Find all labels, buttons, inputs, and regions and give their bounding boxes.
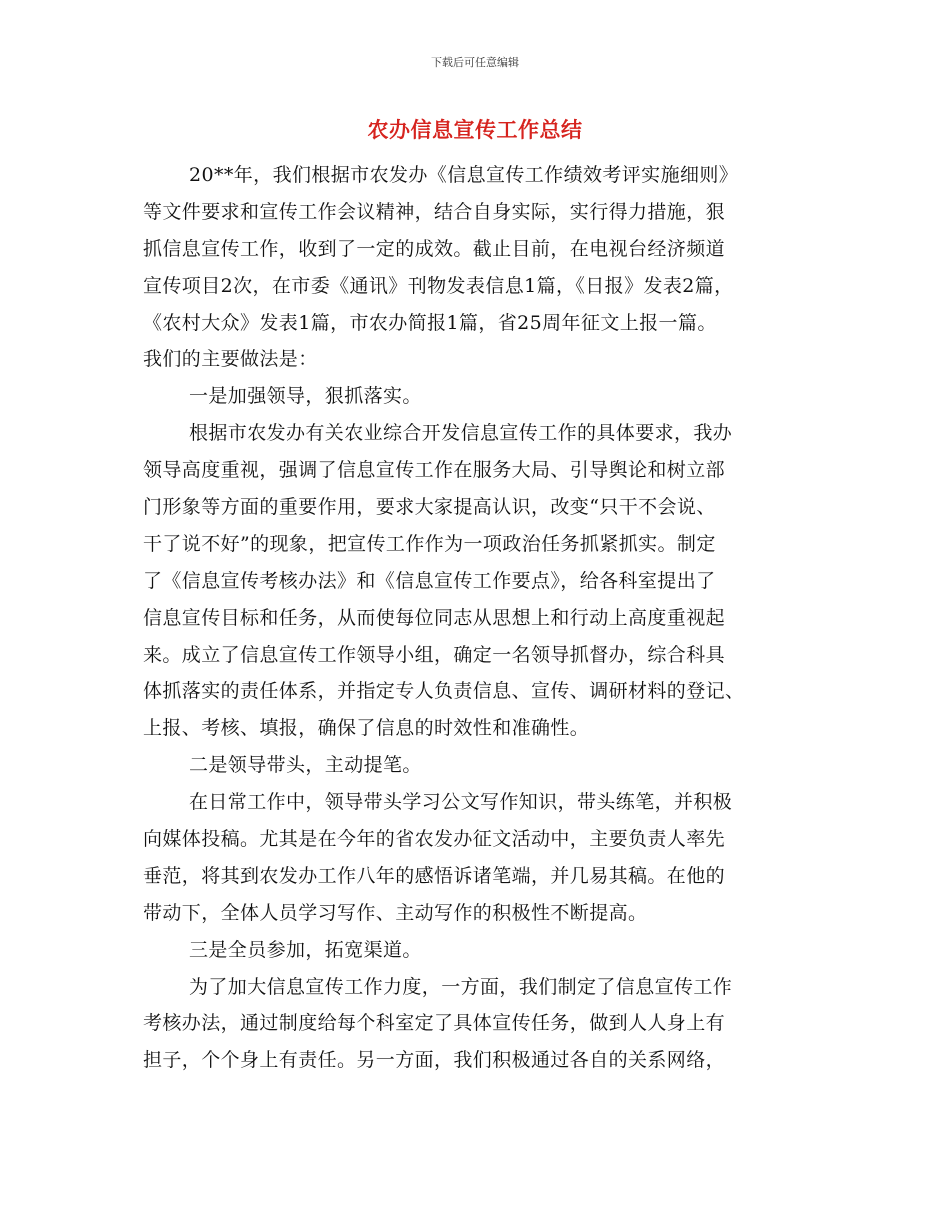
body-line: 向媒体投稿。尤其是在今年的省农发办征文活动中，主要负责人率先 xyxy=(143,828,726,851)
body-line: 体抓落实的责任体系，并指定专人负责信息、宣传、调研材料的登记、 xyxy=(143,680,745,703)
body-line: 为了加大信息宣传工作力度，一方面，我们制定了信息宣传工作 xyxy=(189,975,733,998)
body-line: 《农村大众》发表1篇，市农办简报1篇，省25周年征文上报一篇。 xyxy=(143,311,717,334)
body-line: 门形象等方面的重要作用，要求大家提高认识，改变“只干不会说、 xyxy=(143,496,716,519)
body-line: 宣传项目2次，在市委《通讯》刊物发表信息1篇，《日报》发表2篇， xyxy=(143,274,734,297)
body-line: 上报、考核、填报，确保了信息的时效性和准确性。 xyxy=(143,717,590,740)
body-line: 在日常工作中，领导带头学习公文写作知识，带头练笔，并积极 xyxy=(189,791,733,814)
body-line: 我们的主要做法是： xyxy=(143,348,318,371)
body-line: 一是加强领导，狠抓落实。 xyxy=(189,385,422,408)
body-line: 抓信息宣传工作，收到了一定的成效。截止目前，在电视台经济频道 xyxy=(143,237,726,260)
body-line: 带动下，全体人员学习写作、主动写作的积极性不断提高。 xyxy=(143,901,648,924)
body-line: 来。成立了信息宣传工作领导小组，确定一名领导抓督办，综合科具 xyxy=(143,643,726,666)
body-line: 二是领导带头，主动提笔。 xyxy=(189,754,422,777)
body-line: 三是全员参加，拓宽渠道。 xyxy=(189,938,422,961)
body-line: 根据市农发办有关农业综合开发信息宣传工作的具体要求，我办 xyxy=(189,422,733,445)
body-line: 垂范，将其到农发办工作八年的感悟诉诸笔端，并几易其稿。在他的 xyxy=(143,864,726,887)
document-body xyxy=(143,157,833,1079)
header-note: 下载后可任意编辑 xyxy=(431,56,519,69)
body-line: 考核办法，通过制度给每个科室定了具体宣传任务，做到人人身上有 xyxy=(143,1012,726,1035)
body-line: 干了说不好”的现象，把宣传工作作为一项政治任务抓紧抓实。制定 xyxy=(143,532,716,555)
body-line: 了《信息宣传考核办法》和《信息宣传工作要点》，给各科室提出了 xyxy=(143,569,716,592)
body-line: 20**年，我们根据市农发办《信息宣传工作绩效考评实施细则》 xyxy=(189,164,739,186)
body-line: 信息宣传目标和任务，从而使每位同志从思想上和行动上高度重视起 xyxy=(143,606,726,629)
body-line: 担子，个个身上有责任。另一方面，我们积极通过各自的关系网络， xyxy=(143,1049,726,1072)
document-title: 农办信息宣传工作总结 xyxy=(367,117,583,142)
body-line: 领导高度重视，强调了信息宣传工作在服务大局、引导舆论和树立部 xyxy=(143,459,726,482)
body-line: 等文件要求和宣传工作会议精神，结合自身实际，实行得力措施，狠 xyxy=(143,200,726,223)
